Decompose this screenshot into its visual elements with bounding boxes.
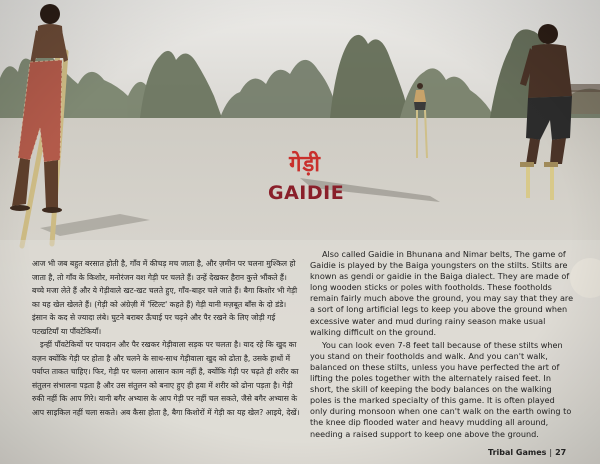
- footer-section: Tribal Games: [488, 448, 547, 457]
- footer-separator: |: [549, 448, 553, 457]
- title-english: GAIDIE: [268, 182, 345, 204]
- title-hindi: गेड़ी: [289, 152, 321, 177]
- hindi-paragraph-1: आज भी जब बहुत बरसात होती है, गाँव में कीचड़ मच जाता है, और ज़मीन पर चलना मुश्किल हो जाता है, तो गाँव के किशोर, मनोरंजन वश गेड़ी पर चलते हैं। उन्हें देखकर हैरान कुत्ते भौंकते हैं। बच्चे मजा लेते हैं और ये गेड़ीवाले खट-खट चलते हुए, गाँव-बाहर चले जाते हैं। बैगा किशोर भी गेड़ी का यह खेल खेलते हैं। (गेड़ी को अंग्रेज़ी में 'स्टिल्ट' कहते हैं) गेड़ी यानी मज़बूत बाँस के दो डंडे। इंसान के कद से ज्यादा लंबे। घुटने बराबर ऊँचाई पर चढ़ने और पैर रखने के लिए जोड़ी गई पटखटियाँ या पौंवटेकियाँ।: [32, 259, 298, 336]
- english-column: [310, 249, 574, 440]
- hindi-paragraph-2: इन्हीं पौंवटेकियों पर पावदान और पैर रखकर गेड़ीवाला सड़क पर चलता है। याद रहे कि खुद का वज़न क्योंकि गेड़ी पर होता है और चलने के साथ-साथ गेड़ीवाला खुद को ढोता है, उसके हाथों में पर्याप्त ताकत चाहिए। फिर, गेड़ी पर चलना आसान काम नहीं है, क्योंकि गेड़ी पर चढ़ते ही शरीर का संतुलन संभालना पड़ता है और उस संतुलन को बनाए हुए ही हवा में शरीर को ढोना पड़ता है। गेड़ी रुकी नहीं कि आप गिरे। यानी बगैर अभ्यास के आप गेड़ी पर नहीं चल सकते, जैसे बगैर अभ्यास के आप साइकिल नहीं चला सकते। अब कैसा होता है, बैगा किशोरों में गेड़ी का यह खेल? आइये, देखें।: [32, 340, 300, 417]
- hindi-column: [32, 257, 300, 419]
- page-footer: [488, 448, 566, 457]
- english-paragraph-1: Also called Gaidie in Bhunana and Nimar belts, The game of Gaidie is played by the Baiga youngsters on the stilts. Stilts are known as gendi or gaidie in the Baiga dialect. They are made of long wooden sticks or poles with footholds. These footholds remain fairly much above the ground, you may say that they are a sort of long artificial legs to keep you above the ground when excessive water and mud during rainy season make usual walking difficult on the ground.: [310, 249, 574, 337]
- english-paragraph-2: You can look even 7-8 feet tall because of these stilts when you stand on their footholds and walk. And you can't walk, balanced on these stilts, unless you have perfected the art of lifting the poles together with the alternately raised feet. In short, the skill of keeping the body balances on the walking poles is the marked specialty of this game. It is often played only during monsoon when one can't walk on the earth owing to the knee dip flooded water and heavy mudding all around, needing a raised support to keep one above the ground.: [310, 339, 572, 439]
- footer-page-number: 27: [555, 448, 567, 457]
